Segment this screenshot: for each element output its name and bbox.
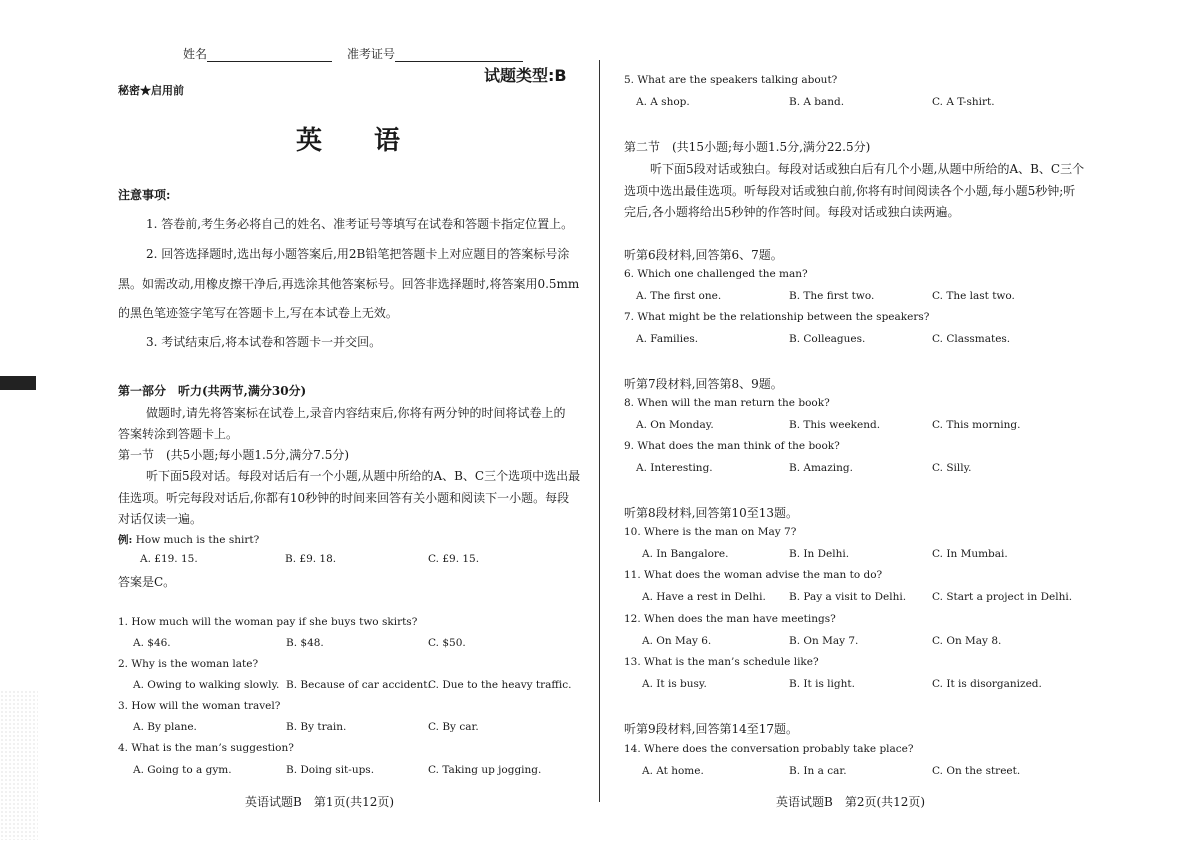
question-4: 4. What is the man’s suggestion? bbox=[118, 742, 294, 754]
section1-intro-3: 对话仅读一遍。 bbox=[118, 512, 203, 526]
q1-option-c[interactable]: C. $50. bbox=[428, 637, 466, 649]
id-blank[interactable] bbox=[395, 49, 523, 62]
q10-option-c[interactable]: C. In Mumbai. bbox=[932, 548, 1008, 560]
question-11: 11. What does the woman advise the man to do? bbox=[624, 569, 883, 581]
example-question bbox=[118, 532, 259, 547]
q14-option-c[interactable]: C. On the street. bbox=[932, 765, 1021, 777]
q7-option-a[interactable]: A. Families. bbox=[636, 333, 699, 345]
q5-option-b[interactable]: B. A band. bbox=[789, 96, 845, 108]
part1-intro-2: 答案转涂到答题卡上。 bbox=[118, 427, 239, 441]
section2-intro-1: 听下面5段对话或独白。每段对话或独白后有几个小题,从题中所给的A、B、C三个 bbox=[650, 162, 1085, 176]
q6-option-c[interactable]: C. The last two. bbox=[932, 290, 1015, 302]
question-13: 13. What is the man’s schedule like? bbox=[624, 656, 819, 668]
q10-option-a[interactable]: A. In Bangalore. bbox=[642, 548, 729, 560]
section2-intro-2: 选项中选出最佳选项。听每段对话或独白前,你将有时间阅读各个小题,每小题5秒钟;听 bbox=[624, 184, 1076, 198]
q1-option-b[interactable]: B. $48. bbox=[286, 637, 324, 649]
note-line-4: 的黑色笔迹签字笔写在答题卡上,写在本试卷上无效。 bbox=[118, 306, 398, 320]
name-field bbox=[183, 45, 332, 62]
part1-intro-1: 做题时,请先将答案标在试卷上,录音内容结束后,你将有两分钟的时间将试卷上的 bbox=[146, 406, 566, 420]
material-7: 听第7段材料,回答第8、9题。 bbox=[624, 377, 783, 391]
id-label: 准考证号 bbox=[347, 47, 396, 61]
q9-option-c[interactable]: C. Silly. bbox=[932, 462, 972, 474]
q8-option-c[interactable]: C. This morning. bbox=[932, 419, 1021, 431]
q6-option-a[interactable]: A. The first one. bbox=[636, 290, 722, 302]
right-page bbox=[604, 0, 1200, 849]
material-6: 听第6段材料,回答第6、7题。 bbox=[624, 248, 783, 262]
q12-option-c[interactable]: C. On May 8. bbox=[932, 635, 1002, 647]
question-12: 12. When does the man have meetings? bbox=[624, 613, 836, 625]
q2-option-b[interactable]: B. Because of car accident. bbox=[286, 679, 431, 691]
example-option-c: C. £9. 15. bbox=[428, 553, 480, 565]
q9-option-b[interactable]: B. Amazing. bbox=[789, 462, 853, 474]
q5-option-c[interactable]: C. A T-shirt. bbox=[932, 96, 995, 108]
part1-title: 第一部分 听力(共两节,满分30分) bbox=[118, 384, 307, 398]
q7-option-c[interactable]: C. Classmates. bbox=[932, 333, 1011, 345]
q9-option-a[interactable]: A. Interesting. bbox=[636, 462, 713, 474]
id-field bbox=[347, 45, 523, 62]
q3-option-a[interactable]: A. By plane. bbox=[133, 721, 197, 733]
footer-right: 英语试题B 第2页(共12页) bbox=[776, 795, 926, 809]
section1-title: 第一节 (共5小题;每小题1.5分,满分7.5分) bbox=[118, 448, 350, 462]
left-page bbox=[0, 0, 598, 849]
question-8: 8. When will the man return the book? bbox=[624, 397, 830, 409]
q3-option-c[interactable]: C. By car. bbox=[428, 721, 479, 733]
section2-title: 第二节 (共15小题;每小题1.5分,满分22.5分) bbox=[624, 140, 871, 154]
q4-option-b[interactable]: B. Doing sit-ups. bbox=[286, 764, 375, 776]
q11-option-c[interactable]: C. Start a project in Delhi. bbox=[932, 591, 1073, 603]
q14-option-b[interactable]: B. In a car. bbox=[789, 765, 847, 777]
question-3: 3. How will the woman travel? bbox=[118, 700, 281, 712]
q2-option-c[interactable]: C. Due to the heavy traffic. bbox=[428, 679, 572, 691]
section2-intro-3: 完后,各小题将给出5秒钟的作答时间。每段对话或独白读两遍。 bbox=[624, 205, 960, 219]
note-line-2: 2. 回答选择题时,选出每小题答案后,用2B铅笔把答题卡上对应题目的答案标号涂 bbox=[146, 247, 570, 261]
q1-option-a[interactable]: A. $46. bbox=[133, 637, 171, 649]
secret-label: 秘密★启用前 bbox=[118, 84, 184, 97]
section1-intro-1: 听下面5段对话。每段对话后有一个小题,从题中所给的A、B、C三个选项中选出最 bbox=[146, 469, 581, 483]
footer-left: 英语试题B 第1页(共12页) bbox=[245, 795, 395, 809]
q4-option-a[interactable]: A. Going to a gym. bbox=[133, 764, 232, 776]
example-text: How much is the shirt? bbox=[135, 534, 260, 546]
q14-option-a[interactable]: A. At home. bbox=[642, 765, 704, 777]
material-9: 听第9段材料,回答第14至17题。 bbox=[624, 722, 798, 736]
name-label: 姓名 bbox=[183, 47, 208, 61]
q13-option-a[interactable]: A. It is busy. bbox=[642, 678, 707, 690]
material-8: 听第8段材料,回答第10至13题。 bbox=[624, 506, 798, 520]
question-14: 14. Where does the conversation probably take place? bbox=[624, 743, 914, 755]
q11-option-a[interactable]: A. Have a rest in Delhi. bbox=[642, 591, 766, 603]
notes-title: 注意事项: bbox=[118, 188, 171, 202]
example-option-a: A. £19. 15. bbox=[140, 553, 198, 565]
exam-type: 试题类型:B bbox=[484, 66, 567, 85]
q3-option-b[interactable]: B. By train. bbox=[286, 721, 347, 733]
note-line-3: 黑。如需改动,用橡皮擦干净后,再选涂其他答案标号。回答非选择题时,将答案用0.5mm bbox=[118, 277, 580, 291]
q12-option-a[interactable]: A. On May 6. bbox=[642, 635, 712, 647]
q2-option-a[interactable]: A. Owing to walking slowly. bbox=[133, 679, 280, 691]
subject-title: 英 语 bbox=[296, 126, 401, 156]
section1-intro-2: 佳选项。听完每段对话后,你都有10秒钟的时间来回答有关小题和阅读下一小题。每段 bbox=[118, 491, 570, 505]
question-2: 2. Why is the woman late? bbox=[118, 658, 259, 670]
q11-option-b[interactable]: B. Pay a visit to Delhi. bbox=[789, 591, 907, 603]
question-9: 9. What does the man think of the book? bbox=[624, 440, 840, 452]
page-divider bbox=[599, 60, 600, 802]
q8-option-b[interactable]: B. This weekend. bbox=[789, 419, 881, 431]
note-line-5: 3. 考试结束后,将本试卷和答题卡一并交回。 bbox=[146, 335, 382, 349]
q8-option-a[interactable]: A. On Monday. bbox=[636, 419, 714, 431]
example-label: 例: bbox=[118, 534, 133, 546]
q13-option-c[interactable]: C. It is disorganized. bbox=[932, 678, 1042, 690]
name-blank[interactable] bbox=[207, 49, 332, 62]
question-7: 7. What might be the relationship between the speakers? bbox=[624, 311, 930, 323]
question-10: 10. Where is the man on May 7? bbox=[624, 526, 797, 538]
q6-option-b[interactable]: B. The first two. bbox=[789, 290, 875, 302]
q7-option-b[interactable]: B. Colleagues. bbox=[789, 333, 866, 345]
example-answer: 答案是C。 bbox=[118, 575, 176, 589]
note-line-1: 1. 答卷前,考生务必将自己的姓名、准考证号等填写在试卷和答题卡指定位置上。 bbox=[146, 217, 574, 231]
q13-option-b[interactable]: B. It is light. bbox=[789, 678, 855, 690]
q5-option-a[interactable]: A. A shop. bbox=[636, 96, 690, 108]
example-option-b: B. £9. 18. bbox=[285, 553, 337, 565]
q12-option-b[interactable]: B. On May 7. bbox=[789, 635, 859, 647]
question-5: 5. What are the speakers talking about? bbox=[624, 74, 838, 86]
q10-option-b[interactable]: B. In Delhi. bbox=[789, 548, 850, 560]
question-1: 1. How much will the woman pay if she buys two skirts? bbox=[118, 616, 418, 628]
q4-option-c[interactable]: C. Taking up jogging. bbox=[428, 764, 542, 776]
question-6: 6. Which one challenged the man? bbox=[624, 268, 808, 280]
